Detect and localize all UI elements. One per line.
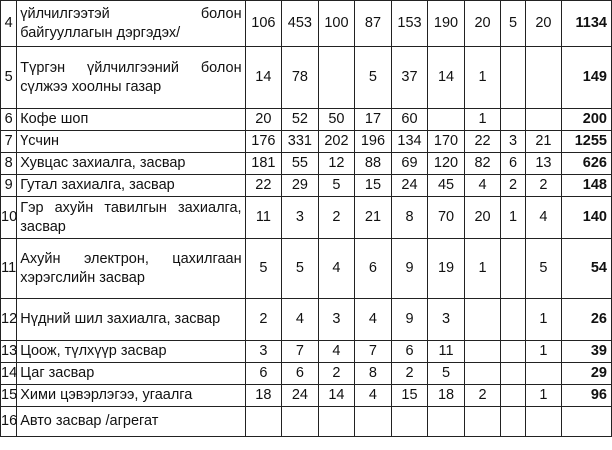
row-number: 15 [1, 385, 17, 407]
table-row [1, 47, 612, 109]
value-cell: 453 [282, 1, 319, 47]
total-cell: 1134 [562, 1, 612, 47]
value-cell: 120 [428, 153, 465, 175]
value-cell: 5 [282, 239, 319, 299]
service-name-cell: Гутал захиалга, засвар [17, 175, 245, 197]
service-name-cell: Авто засвар /агрегат [17, 407, 245, 437]
value-cell: 7 [355, 341, 392, 363]
table-row [1, 299, 612, 341]
service-name-cell: Түргэн үйлчилгээний болон сүлжээ хоолны газар [17, 47, 245, 109]
value-cell: 4 [282, 299, 319, 341]
value-cell: 190 [428, 1, 465, 47]
row-number: 14 [1, 363, 17, 385]
value-cell [525, 47, 562, 109]
value-cell: 88 [355, 153, 392, 175]
table-row [1, 407, 612, 437]
value-cell: 4 [355, 385, 392, 407]
service-name-cell: Хувцас захиалга, засвар [17, 153, 245, 175]
value-cell: 1 [525, 341, 562, 363]
value-cell: 8 [391, 197, 428, 239]
value-cell [391, 407, 428, 437]
value-cell: 2 [245, 299, 282, 341]
value-cell: 5 [525, 239, 562, 299]
value-cell: 6 [501, 153, 525, 175]
value-cell: 12 [318, 153, 355, 175]
value-cell: 3 [282, 197, 319, 239]
row-number: 10 [1, 197, 17, 239]
value-cell: 3 [501, 131, 525, 153]
value-cell: 106 [245, 1, 282, 47]
value-cell: 52 [282, 109, 319, 131]
value-cell [501, 363, 525, 385]
value-cell: 2 [318, 197, 355, 239]
value-cell: 29 [282, 175, 319, 197]
value-cell: 5 [428, 363, 465, 385]
value-cell: 6 [282, 363, 319, 385]
value-cell [282, 407, 319, 437]
value-cell: 176 [245, 131, 282, 153]
value-cell [501, 109, 525, 131]
row-number: 4 [1, 1, 17, 47]
service-name-cell: Гэр ахуйн тавилгын захиалга, засвар [17, 197, 245, 239]
value-cell: 21 [355, 197, 392, 239]
total-cell [562, 407, 612, 437]
value-cell [501, 407, 525, 437]
value-cell: 19 [428, 239, 465, 299]
row-number: 16 [1, 407, 17, 437]
value-cell: 24 [282, 385, 319, 407]
value-cell: 21 [525, 131, 562, 153]
table-row [1, 131, 612, 153]
table-row [1, 363, 612, 385]
value-cell: 11 [428, 341, 465, 363]
total-cell: 200 [562, 109, 612, 131]
value-cell [525, 407, 562, 437]
value-cell: 170 [428, 131, 465, 153]
value-cell: 4 [318, 341, 355, 363]
value-cell: 9 [391, 299, 428, 341]
value-cell: 13 [525, 153, 562, 175]
value-cell: 20 [245, 109, 282, 131]
value-cell: 9 [391, 239, 428, 299]
value-cell: 6 [391, 341, 428, 363]
value-cell [245, 407, 282, 437]
total-cell: 148 [562, 175, 612, 197]
row-number: 7 [1, 131, 17, 153]
value-cell [428, 407, 465, 437]
table-row [1, 239, 612, 299]
value-cell: 22 [464, 131, 501, 153]
table-row [1, 153, 612, 175]
value-cell: 14 [318, 385, 355, 407]
value-cell: 78 [282, 47, 319, 109]
row-number: 12 [1, 299, 17, 341]
service-name-cell: Цаг засвар [17, 363, 245, 385]
total-cell: 29 [562, 363, 612, 385]
service-name-cell: Кофе шоп [17, 109, 245, 131]
value-cell: 2 [391, 363, 428, 385]
value-cell: 4 [355, 299, 392, 341]
value-cell: 4 [464, 175, 501, 197]
value-cell: 153 [391, 1, 428, 47]
value-cell [464, 407, 501, 437]
value-cell: 15 [355, 175, 392, 197]
table-row [1, 1, 612, 47]
value-cell [464, 363, 501, 385]
value-cell: 4 [318, 239, 355, 299]
table-row [1, 197, 612, 239]
row-number: 6 [1, 109, 17, 131]
value-cell: 6 [245, 363, 282, 385]
value-cell: 1 [464, 47, 501, 109]
table-row [1, 341, 612, 363]
value-cell: 87 [355, 1, 392, 47]
value-cell: 202 [318, 131, 355, 153]
service-name-cell: үйлчилгээтэй болон байгууллагын дэргэдэх/ [17, 1, 245, 47]
value-cell [501, 239, 525, 299]
value-cell: 134 [391, 131, 428, 153]
total-cell: 626 [562, 153, 612, 175]
value-cell: 5 [355, 47, 392, 109]
total-cell: 54 [562, 239, 612, 299]
value-cell: 8 [355, 363, 392, 385]
value-cell: 70 [428, 197, 465, 239]
value-cell [501, 299, 525, 341]
value-cell [464, 341, 501, 363]
value-cell: 45 [428, 175, 465, 197]
total-cell: 96 [562, 385, 612, 407]
value-cell: 69 [391, 153, 428, 175]
value-cell: 20 [464, 197, 501, 239]
value-cell: 3 [428, 299, 465, 341]
value-cell: 14 [245, 47, 282, 109]
value-cell: 196 [355, 131, 392, 153]
value-cell: 11 [245, 197, 282, 239]
value-cell: 20 [525, 1, 562, 47]
row-number: 8 [1, 153, 17, 175]
total-cell: 26 [562, 299, 612, 341]
total-cell: 149 [562, 47, 612, 109]
value-cell [464, 299, 501, 341]
value-cell: 20 [464, 1, 501, 47]
value-cell [501, 385, 525, 407]
value-cell: 6 [355, 239, 392, 299]
value-cell: 18 [245, 385, 282, 407]
value-cell: 22 [245, 175, 282, 197]
service-name-cell: Ахуйн электрон, цахилгаан хэрэгслийн засвар [17, 239, 245, 299]
total-cell: 1255 [562, 131, 612, 153]
value-cell: 100 [318, 1, 355, 47]
value-cell: 15 [391, 385, 428, 407]
value-cell: 55 [282, 153, 319, 175]
value-cell [355, 407, 392, 437]
service-name-cell: Нүдний шил захиалга, засвар [17, 299, 245, 341]
value-cell: 50 [318, 109, 355, 131]
row-number: 5 [1, 47, 17, 109]
total-cell: 140 [562, 197, 612, 239]
value-cell: 14 [428, 47, 465, 109]
value-cell: 18 [428, 385, 465, 407]
value-cell [318, 407, 355, 437]
value-cell: 1 [525, 299, 562, 341]
value-cell: 60 [391, 109, 428, 131]
value-cell: 3 [318, 299, 355, 341]
table-row [1, 385, 612, 407]
row-number: 11 [1, 239, 17, 299]
value-cell: 1 [464, 109, 501, 131]
value-cell: 5 [501, 1, 525, 47]
row-number: 9 [1, 175, 17, 197]
value-cell [525, 363, 562, 385]
service-name-cell: Үсчин [17, 131, 245, 153]
value-cell: 37 [391, 47, 428, 109]
table-body [1, 0, 612, 437]
value-cell: 24 [391, 175, 428, 197]
value-cell [501, 341, 525, 363]
value-cell: 5 [245, 239, 282, 299]
total-cell: 39 [562, 341, 612, 363]
value-cell: 1 [464, 239, 501, 299]
value-cell: 2 [525, 175, 562, 197]
table-row [1, 109, 612, 131]
value-cell [318, 47, 355, 109]
service-name-cell: Цоож, түлхүүр засвар [17, 341, 245, 363]
value-cell: 4 [525, 197, 562, 239]
value-cell: 17 [355, 109, 392, 131]
value-cell: 3 [245, 341, 282, 363]
value-cell: 2 [501, 175, 525, 197]
value-cell: 5 [318, 175, 355, 197]
value-cell [501, 47, 525, 109]
value-cell: 7 [282, 341, 319, 363]
row-number: 13 [1, 341, 17, 363]
value-cell: 181 [245, 153, 282, 175]
value-cell [525, 109, 562, 131]
value-cell: 1 [525, 385, 562, 407]
value-cell [428, 109, 465, 131]
value-cell: 2 [318, 363, 355, 385]
value-cell: 2 [464, 385, 501, 407]
value-cell: 331 [282, 131, 319, 153]
value-cell: 82 [464, 153, 501, 175]
value-cell: 1 [501, 197, 525, 239]
service-name-cell: Хими цэвэрлэгээ, угаалга [17, 385, 245, 407]
table-row [1, 175, 612, 197]
